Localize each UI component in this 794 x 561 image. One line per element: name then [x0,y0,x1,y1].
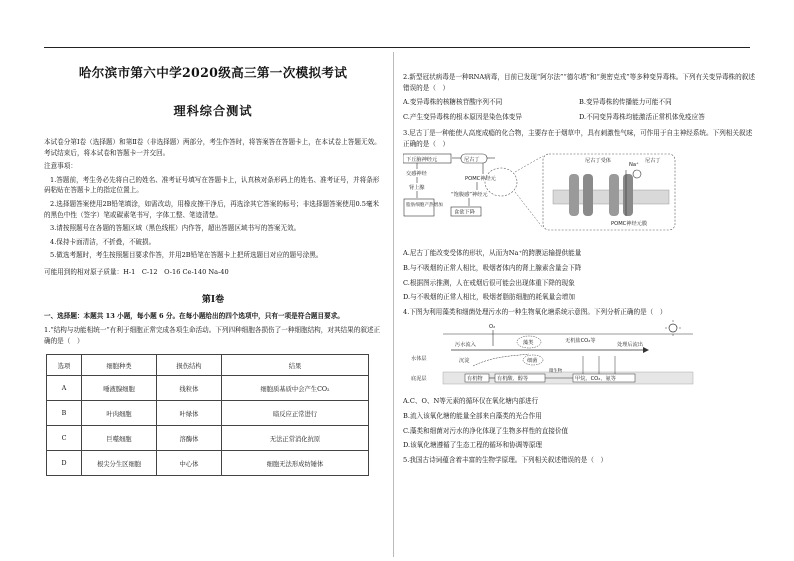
diagram-label: POMC神经元 [465,176,496,183]
note-1: 1.答题前，考生务必先将自己的姓名、准考证号填写在答题卡上，认真核对条形码上的姓名、准考证号，并将条形码粘贴在答题卡上的指定位置上。 [44,175,380,195]
q2-option-c: C.产生变异毒株的根本原因是染色体变异 [403,112,522,121]
diagram-label: 交感神经 [406,171,427,178]
table-cell: 唾液腺细胞 [82,376,157,401]
q2-stem: 2.新型冠状病毒是一种RNA病毒，目前已发现“阿尔法”“德尔塔”和“奥密克戎”等多种变异毒株。下列有关变异毒株的叙述错误的是（ ） [403,73,755,92]
table-header-cell: 损伤结构 [157,355,222,376]
q4-figure [403,320,755,392]
ion-icon [633,170,641,178]
table-row [47,451,369,476]
atomic-mass: 可能用到的相对原子质量：H-1 C-12 O-16 Ce-140 Na-40 [44,267,229,276]
q3-option-a: A.尼古丁能改变受体的形状，从而为Na⁺的跨膜运输提供能量 [403,249,582,258]
section-heading: 第Ⅰ卷 [201,294,225,305]
zoom-line [515,156,543,172]
diagram-arrow [473,354,529,366]
left-column [44,56,382,476]
table-row [47,426,369,451]
table-row [47,401,369,426]
right-column [403,72,755,465]
table-cell: 巨噬细胞 [82,426,157,451]
oxidation-pond-diagram [403,320,703,392]
column-divider [393,52,394,557]
q4-option-c: C.藻类和细菌对污水的净化体现了生物多样性的直接价值 [403,426,569,435]
receptor-subunit [623,174,633,216]
top-rule [44,47,750,48]
q3-figure [403,152,755,244]
q4-option-d: D.该氧化塘遵循了生态工程的循环和协调等原理 [403,441,543,450]
table-cell: 叶绿体 [157,401,222,426]
diagram-label: 食欲下降 [454,209,475,216]
table-cell: B [47,401,82,426]
diagram-label: 污水流入 [455,342,476,349]
diagram-label: 藻类 [523,340,534,347]
diagram-label: POMC神经元膜 [611,221,648,228]
sun-icon [669,324,677,332]
zoom-circle [485,168,517,196]
q3-stem: 3.尼古丁是一种能使人高度成瘾的化合物，主要存在于烟草中，具有刺激性气味，可作用于自主神经系统。下列相关叙述正确的是（ ） [403,129,753,148]
table-cell: 根尖分生区细胞 [82,451,157,476]
q5-stem: 5.我国古诗词蕴含着丰富的生物学原理。下列相关叙述错误的是（ ） [403,455,608,464]
receptor-subunit [569,174,579,216]
table-header-cell: 细胞种类 [82,355,157,376]
table-cell: 细胞无法形成纺锤体 [222,451,369,476]
table-cell: 线粒体 [157,376,222,401]
diagram-label: 有机酸、醇等 [497,376,529,383]
diagram-label: 有机物 [467,376,483,383]
diagram-label: Na⁺ [629,162,639,169]
q4-option-a: A.C、O、N等元素的循环仅在氧化塘内部进行 [403,397,539,406]
flow-arrowhead [643,347,649,353]
q3-option-d: D.与不吸烟的正常人相比，吸烟者脂肪细胞的耗氧量会增加 [403,293,575,302]
diagram-label: “饱腹感”神经元 [451,192,488,199]
zoom-line [515,192,543,228]
table-cell: C [47,426,82,451]
diagram-label: 尼古丁 [464,157,480,164]
intro-text: 本试卷分第Ⅰ卷（选择题）和第Ⅱ卷（非选择题）两部分，考生作答时，将答案答在答题卡上，在本试卷上答题无效。考试结束后，将本试卷和答题卡一并交回。 [44,138,381,157]
q2-options-row-1 [403,97,755,108]
table-header-row [47,355,369,376]
note-2: 2.选择题答案使用2B铅笔填涂，如需改动，用橡皮擦干净后，再选涂其它答案的标号；非选择题答案使用0.5毫米的黑色中性（签字）笔或碳素笔书写，字体工整、笔迹清楚。 [44,199,380,219]
note-3: 3.请按照题号在各题的答题区域（黑色线框）内作答，超出答题区域书写的答案无效。 [50,224,301,233]
diagram-label: 微生物 [549,369,563,375]
diagram-label: 沉淀 [459,358,470,365]
diagram-label: 尼古丁受体 [585,158,611,165]
table-header-cell: 结果 [222,355,369,376]
diagram-label: 细菌 [527,358,538,365]
table-cell: 无法正常消化抗原 [222,426,369,451]
table-cell: 叶肉细胞 [82,401,157,426]
table-header-cell: 选项 [47,355,82,376]
diagram-label: 甲烷、CO₂、氨等 [575,376,616,383]
exam-title: 哈尔滨市第六中学2020级高三第一次模拟考试 [78,65,348,80]
q1-stem: 1.“结构与功能相统一”有利于细胞正常完成各项生命活动。下列四种细胞各损伤了一种细胞结构，对其结果的叙述正确的是（ ） [44,326,381,345]
table-cell: A [47,376,82,401]
diagram-label: 底泥层 [411,376,427,383]
q2-option-a: A.变异毒株的核糖核苷酸序列不同 [403,98,503,107]
table-row [47,376,369,401]
q2-option-d: D.不同变异毒株均能激活正常机体免疫应答 [579,112,705,121]
gas-rise-arrows [583,356,615,374]
q2-options-row-2 [403,112,755,123]
q3-option-b: B.与不吸烟的正常人相比，吸烟者体内的肾上腺素含量会下降 [403,263,582,272]
table-cell: 溶酶体 [157,426,222,451]
section-instruction: 一、选择题：本题共 13 小题，每小题 6 分。在每小题给出的四个选项中，只有一项是符合题目要求。 [44,311,344,320]
diagram-label: 下丘脑神经元 [406,157,438,164]
table-cell: 暗反应正常进行 [222,401,369,426]
q4-stem: 4.下图为利用藻类和细菌处理污水的一种生物氧化塘系统示意图。下列分析正确的是（ ） [403,307,667,316]
receptor-subunit [583,174,593,216]
notes-label: 注意事项： [44,162,77,171]
diagram-label: 肾上腺 [409,185,425,192]
diagram-label: O₂ [489,324,496,331]
exam-subtitle: 理科综合测试 [173,104,253,118]
diagram-label: 无机盐CO₂等 [565,338,596,345]
diagram-label: 水体层 [411,356,427,363]
diagram-label: 尼古丁 [645,158,661,165]
note-5: 5.做选考题时，考生按照题目要求作答，并用2B铅笔在答题卡上把所选题目对应的题号涂黑。 [50,251,323,260]
table-cell: D [47,451,82,476]
receptor-subunit [609,174,619,216]
q3-option-c: C.根据图示推测，人在戒烟后很可能会出现体重下降的现象 [403,278,575,287]
table-cell: 中心体 [157,451,222,476]
diagram-label: 脂肪细胞产热增加 [406,203,443,209]
q1-table [46,354,369,476]
sun-rays [665,320,681,336]
nicotine-pathway-diagram [403,152,703,244]
note-4: 4.保持卡面清洁，不折叠，不破损。 [50,237,156,246]
table-cell: 细胞质基质中会产生CO₂ [222,376,369,401]
q2-option-b: B.变异毒株的传播能力可能不同 [579,98,672,107]
diagram-label: 处理后流出 [617,342,643,349]
q4-option-b: B.流入该氧化塘的能量全部来自藻类的光合作用 [403,411,542,420]
